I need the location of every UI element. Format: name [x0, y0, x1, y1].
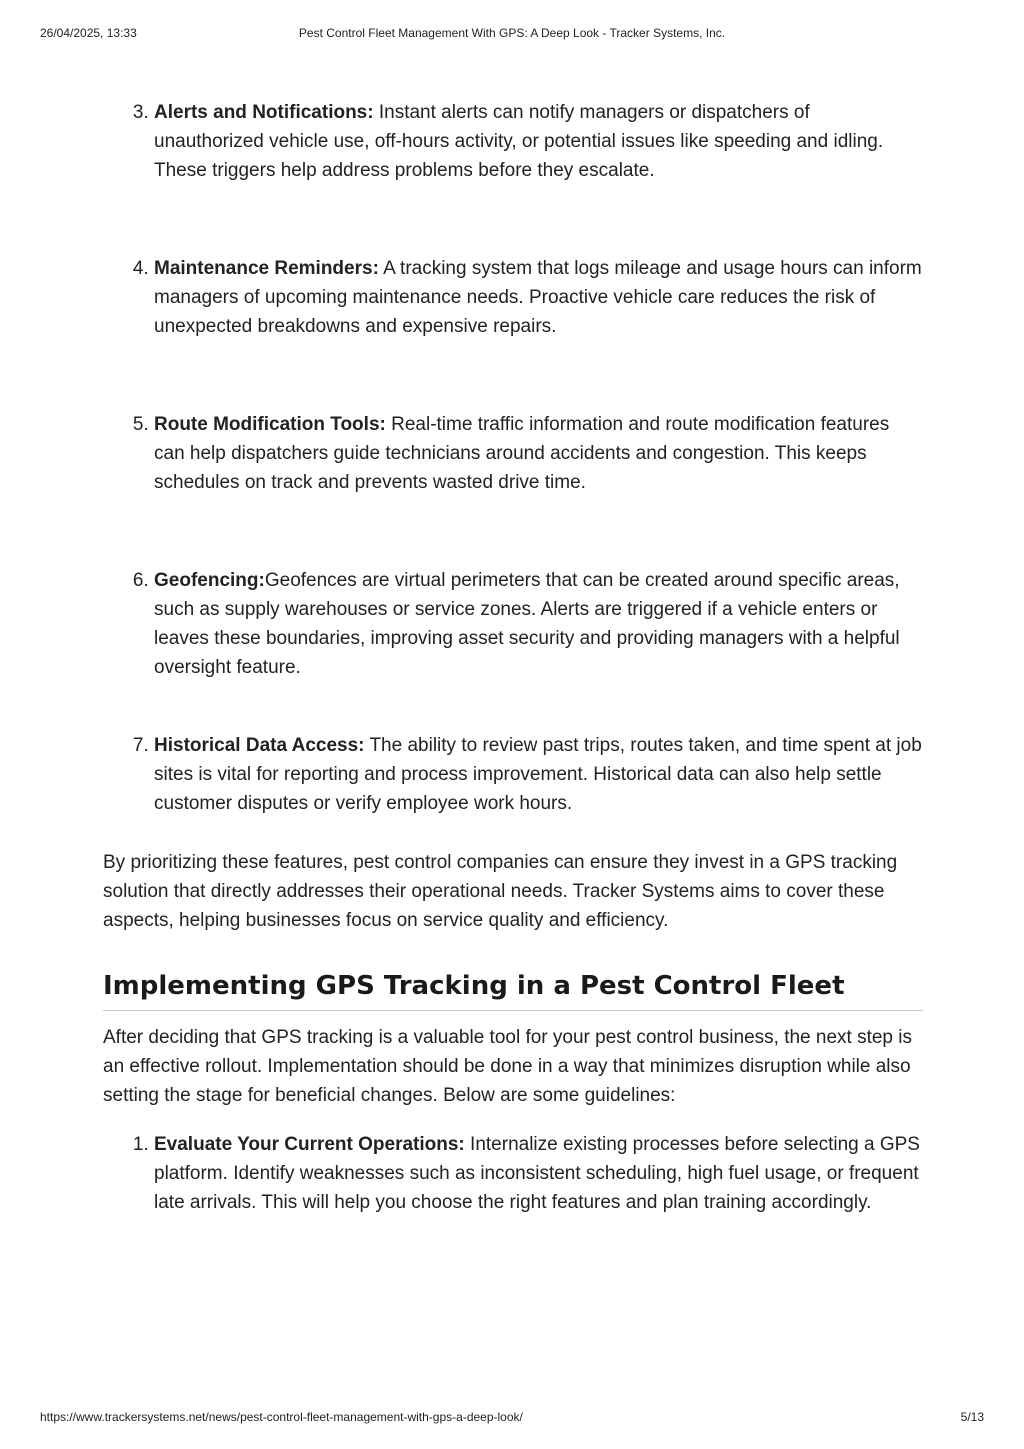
- list-item-text: Internalize existing processes before selecting a GPS platform. Identify weaknesses such as inconsistent scheduling, high fuel usage, or frequent late arrivals. This will help you choose the right features and plan training accordingly.: [154, 1134, 920, 1213]
- list-item-term: Maintenance Reminders:: [154, 258, 379, 279]
- page-number: 5/13: [960, 1410, 984, 1424]
- list-item: [154, 410, 923, 497]
- features-list: [103, 98, 923, 818]
- list-item-text: Instant alerts can notify managers or dispatchers of unauthorized vehicle use, off-hours activity, or potential issues like speeding and idling. These triggers help address problems before they escalate.: [154, 102, 884, 181]
- list-item-text: A tracking system that logs mileage and usage hours can inform managers of upcoming maintenance needs. Proactive vehicle care reduces the risk of unexpected breakdowns and expensive repairs.: [154, 258, 922, 337]
- summary-paragraph: By prioritizing these features, pest control companies can ensure they invest in a GPS tracking solution that directly addresses their operational needs. Tracker Systems aims to cover these aspects, helping businesses focus on service quality and efficiency.: [103, 852, 898, 931]
- list-item-text: The ability to review past trips, routes taken, and time spent at job sites is vital for reporting and process improvement. Historical data can also help settle customer disputes or verify employee work hours.: [154, 735, 922, 814]
- list-item-term: Geofencing:: [154, 570, 265, 591]
- print-header: [40, 26, 984, 42]
- section-heading: Implementing GPS Tracking in a Pest Control Fleet: [103, 969, 923, 1011]
- list-item-text: Geofences are virtual perimeters that can be created around specific areas, such as supply warehouses or service zones. Alerts are triggered if a vehicle enters or leaves these boundaries, improving asset security and providing managers with a helpful oversight feature.: [154, 570, 900, 678]
- print-page-title: Pest Control Fleet Management With GPS: A Deep Look - Tracker Systems, Inc.: [298, 26, 726, 40]
- list-item-term: Evaluate Your Current Operations:: [154, 1134, 465, 1155]
- article-content: [103, 98, 923, 1217]
- section-intro-paragraph: After deciding that GPS tracking is a valuable tool for your pest control business, the next step is an effective rollout. Implementation should be done in a way that minimizes disruption while also setting the stage for beneficial changes. Below are some guidelines:: [103, 1027, 912, 1106]
- list-item-term: Route Modification Tools:: [154, 414, 386, 435]
- print-datetime: 26/04/2025, 13:33: [40, 26, 137, 40]
- steps-list: [103, 1130, 923, 1217]
- list-item: [154, 98, 923, 185]
- list-item-term: Historical Data Access:: [154, 735, 365, 756]
- list-item: [154, 566, 923, 682]
- list-item: [154, 731, 923, 818]
- list-item-term: Alerts and Notifications:: [154, 102, 374, 123]
- page-url: https://www.trackersystems.net/news/pest-control-fleet-management-with-gps-a-deep-look/: [40, 1410, 523, 1424]
- print-footer: [40, 1410, 984, 1426]
- list-item: [154, 254, 923, 341]
- list-item: [154, 1130, 923, 1217]
- list-item-text: Real-time traffic information and route modification features can help dispatchers guide technicians around accidents and congestion. This keeps schedules on track and prevents wasted drive time.: [154, 414, 890, 493]
